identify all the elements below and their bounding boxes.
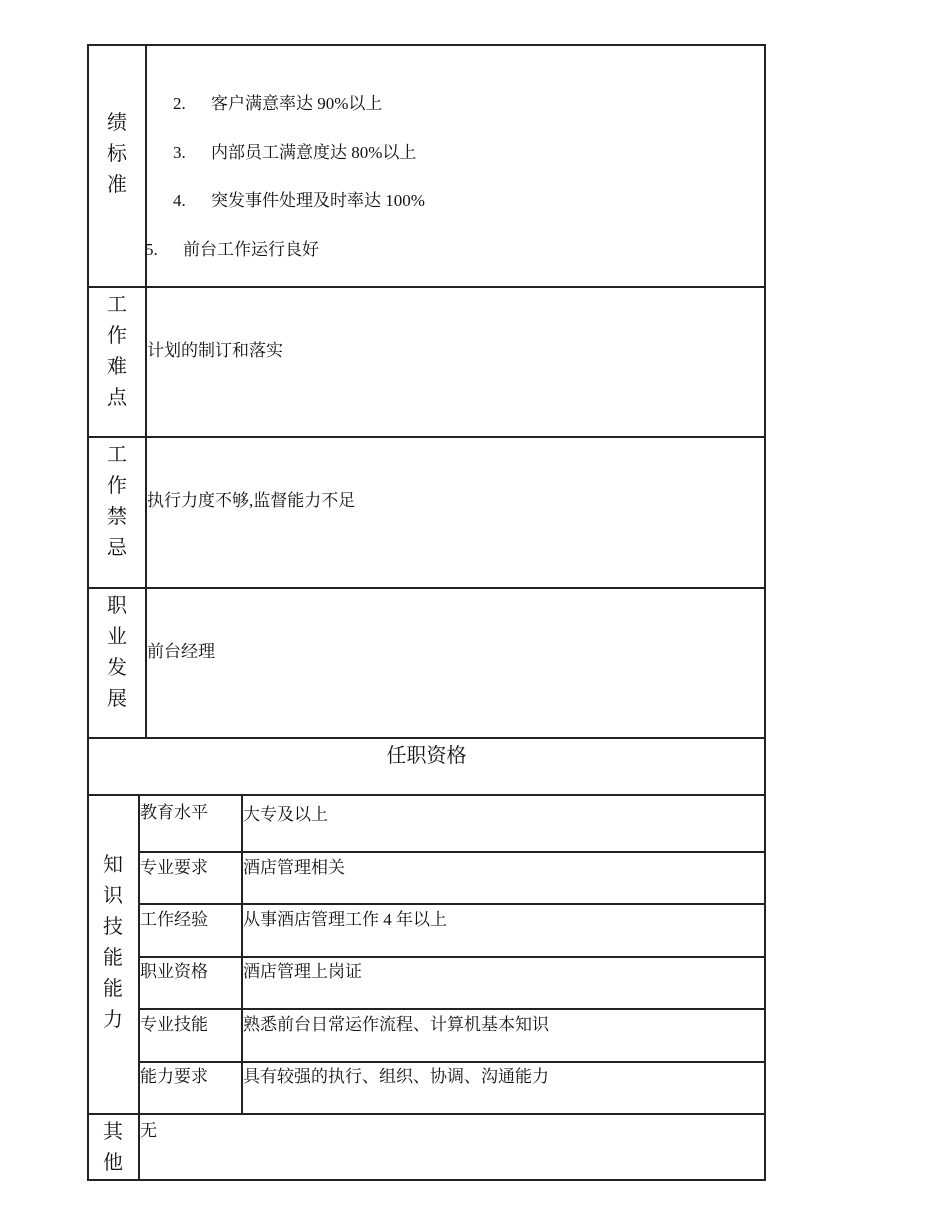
career-label: 职业发展	[107, 595, 127, 710]
qual-value: 酒店管理上岗证	[243, 962, 362, 981]
qual-key: 职业资格	[140, 962, 208, 981]
sub-row-divider	[139, 956, 765, 958]
table-right-border	[764, 44, 766, 1181]
sub-row-divider	[139, 1008, 765, 1010]
perf-item-number: 3.	[173, 143, 186, 162]
other-label: 其他	[103, 1121, 123, 1174]
perf-item-text: 客户满意率达 90%以上	[211, 94, 383, 113]
career-text: 前台经理	[147, 642, 215, 661]
row-divider	[87, 794, 766, 796]
qualification-title: 任职资格	[386, 745, 467, 767]
perf-item-number: 2.	[173, 94, 186, 113]
sub-row-divider	[139, 1061, 765, 1063]
perf-item	[173, 142, 416, 164]
perf-item-text: 前台工作运行良好	[183, 240, 319, 259]
qualification-group-label: 知识技能能力	[103, 854, 123, 1031]
qual-value: 大专及以上	[243, 805, 328, 824]
label-column-divider	[145, 44, 147, 738]
qual-key: 专业技能	[140, 1015, 208, 1034]
other-text: 无	[140, 1121, 157, 1140]
perf-standard-label: 绩标准	[107, 112, 127, 196]
qual-value: 熟悉前台日常运作流程、计算机基本知识	[243, 1015, 549, 1034]
perf-item	[145, 239, 319, 261]
row-divider	[87, 436, 766, 438]
taboo-text: 执行力度不够,监督能力不足	[147, 491, 356, 510]
sub-row-divider	[139, 851, 765, 853]
perf-item-number: 4.	[173, 191, 186, 210]
difficulty-label: 工作难点	[107, 294, 127, 409]
qual-key: 教育水平	[140, 803, 208, 822]
row-divider	[87, 1113, 766, 1115]
table-top-border	[87, 44, 766, 46]
perf-item	[173, 190, 425, 212]
perf-item-text: 突发事件处理及时率达 100%	[211, 191, 425, 210]
qual-key: 能力要求	[140, 1067, 208, 1086]
row-divider	[87, 286, 766, 288]
difficulty-text: 计划的制订和落实	[147, 341, 283, 360]
taboo-label: 工作禁忌	[107, 444, 127, 559]
table-bottom-border	[87, 1179, 766, 1181]
row-divider	[87, 587, 766, 589]
perf-item-number: 5.	[145, 240, 158, 259]
qual-value: 从事酒店管理工作 4 年以上	[243, 910, 447, 929]
row-divider	[87, 737, 766, 739]
qual-key: 专业要求	[140, 858, 208, 877]
perf-item	[173, 93, 382, 115]
qual-value: 酒店管理相关	[243, 858, 345, 877]
perf-item-text: 内部员工满意度达 80%以上	[211, 143, 417, 162]
qual-key: 工作经验	[140, 910, 208, 929]
qual-value: 具有较强的执行、组织、协调、沟通能力	[243, 1067, 549, 1086]
sub-row-divider	[139, 903, 765, 905]
table-left-border	[87, 44, 89, 1181]
